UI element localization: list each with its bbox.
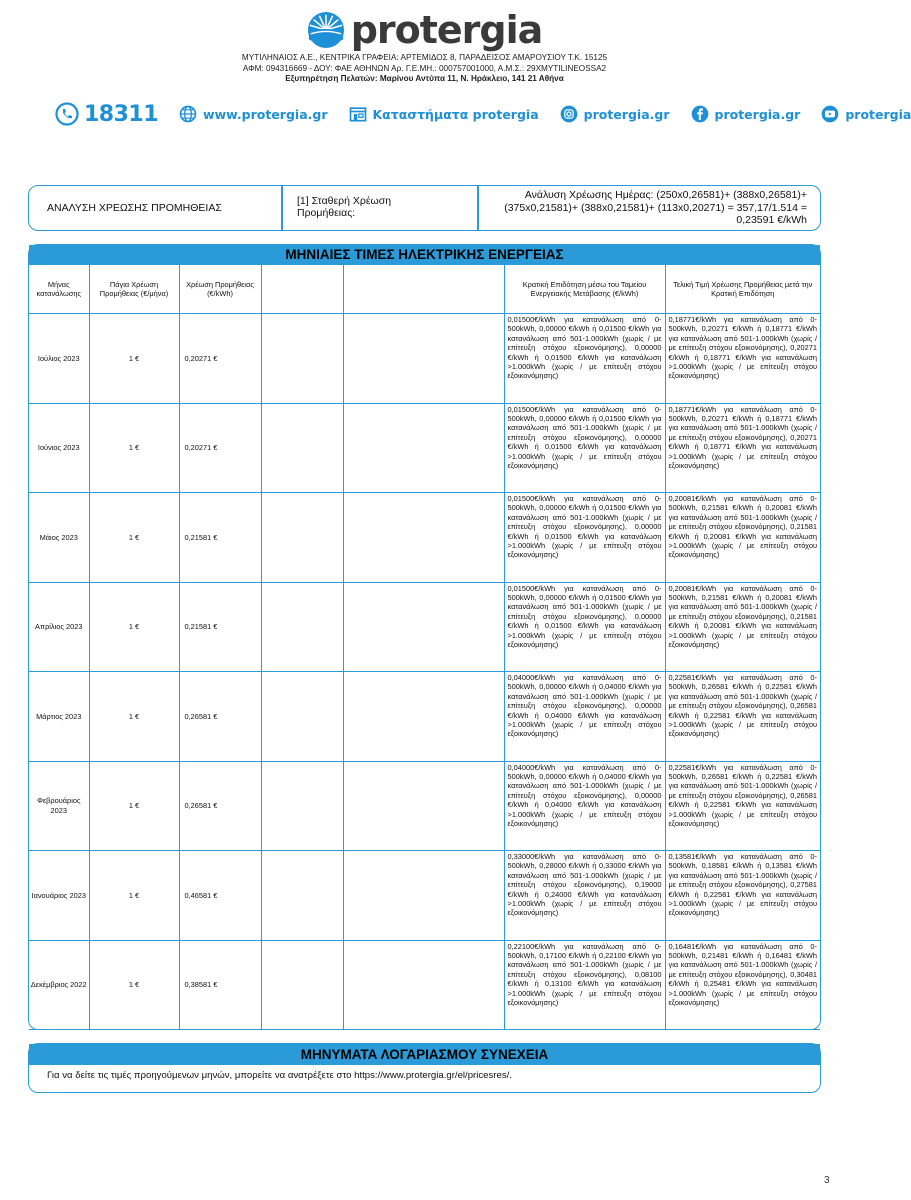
subsidy-cell: 0,01500€/kWh για κατανάλωση από 0-500kWh, 0,00000 €/kWh ή 0,01500 €/kWh για κατανάλωση από 501-1.000kWh (χωρίς / με επίτευξη στόχου εξοικονόμησης), 0,00000 €/kWh ή 0,01500 €/kWh για κατανάλωση >1.000kWh (χωρίς / με επίτευξη στόχου εξοικονόμησης) xyxy=(504,403,665,493)
month-cell: Ιανουάριος 2023 xyxy=(29,851,89,941)
empty-cell xyxy=(343,761,504,851)
final-price-cell: 0,22581€/kWh για κατανάλωση από 0-500kWh, 0,26581 €/kWh ή 0,22581 €/kWh για κατανάλωση από 501-1.000kWh (χωρίς / με επίτευξη στόχου εξοικονόμησης), 0,26581 €/kWh ή 0,22581 €/kWh για κατανάλωση >1.000kWh (χωρίς / με επίτευξη στόχου εξοικονόμησης) xyxy=(665,761,820,851)
subsidy-cell: 0,01500€/kWh για κατανάλωση από 0-500kWh, 0,00000 €/kWh ή 0,01500 €/kWh για κατανάλωση από 501-1.000kWh (χωρίς / με επίτευξη στόχου εξοικονόμησης), 0,00000 €/kWh ή 0,01500 €/kWh για κατανάλωση >1.000kWh (χωρίς / με επίτευξη στόχου εξοικονόμησης) xyxy=(504,314,665,404)
empty-cell xyxy=(261,314,343,404)
supply-charge-cell: 0,21581 € xyxy=(179,493,261,583)
subsidy-cell: 0,04000€/kWh για κατανάλωση από 0-500kWh, 0,00000 €/kWh ή 0,04000 €/kWh για κατανάλωση από 501-1.000kWh (χωρίς / με επίτευξη στόχου εξοικονόμησης), 0,00000 €/kWh ή 0,04000 €/kWh για κατανάλωση >1.000kWh (χωρίς / με επίτευξη στόχου εξοικονόμησης) xyxy=(504,761,665,851)
company-info xyxy=(0,53,849,85)
empty-cell xyxy=(261,403,343,493)
facebook-icon xyxy=(690,104,710,124)
phone-number: 18311 xyxy=(84,101,159,127)
fixed-charge-label: [1] Σταθερή Χρέωση Προμήθειας: xyxy=(297,195,392,219)
final-price-cell: 0,13581€/kWh για κατανάλωση από 0-500kWh, 0,18581 €/kWh ή 0,13581 €/kWh για κατανάλωση από 501-1.000kWh (χωρίς / με επίτευξη στόχου εξοικονόμησης), 0,27581 €/kWh ή 0,22581 €/kWh για κατανάλωση >1.000kWh (χωρίς / με επίτευξη στόχου εξοικονόμησης) xyxy=(665,851,820,941)
final-price-cell: 0,18771€/kWh για κατανάλωση από 0-500kWh, 0,20271 €/kWh ή 0,18771 €/kWh για κατανάλωση από 501-1.000kWh (χωρίς / με επίτευξη στόχου εξοικονόμησης), 0,20271 €/kWh ή 0,18771 €/kWh για κατανάλωση >1.000kWh (χωρίς / με επίτευξη στόχου εξοικονόμησης) xyxy=(665,403,820,493)
table-row xyxy=(29,672,820,762)
table-row xyxy=(29,851,820,941)
empty-cell xyxy=(261,672,343,762)
globe-icon xyxy=(178,104,198,124)
header-empty xyxy=(343,265,504,314)
table-row xyxy=(29,403,820,493)
fixed-fee-cell: 1 € xyxy=(89,851,179,941)
table-row xyxy=(29,314,820,404)
store-icon xyxy=(348,104,368,124)
header-supply-charge: Χρέωση Προμήθειας (€/kWh) xyxy=(179,265,261,314)
page-number: 3 xyxy=(824,1175,830,1186)
subsidy-cell: 0,33000€/kWh για κατανάλωση από 0-500kWh, 0,28000 €/kWh ή 0,33000 €/kWh για κατανάλωση από 501-1.000kWh (χωρίς / με επίτευξη στόχου εξοικονόμησης), 0,19000 €/kWh ή 0,24000 €/kWh για κατανάλωση >1.000kWh (χωρίς / με επίτευξη στόχου εξοικονόμησης) xyxy=(504,851,665,941)
empty-cell xyxy=(343,851,504,941)
phone-icon xyxy=(55,102,79,126)
month-cell: Απρίλιος 2023 xyxy=(29,582,89,672)
empty-cell xyxy=(343,493,504,583)
month-cell: Δεκέμβριος 2022 xyxy=(29,940,89,1030)
table-row xyxy=(29,761,820,851)
phone-contact[interactable] xyxy=(55,102,158,127)
subsidy-cell: 0,04000€/kWh για κατανάλωση από 0-500kWh, 0,00000 €/kWh ή 0,04000 €/kWh για κατανάλωση από 501-1.000kWh (χωρίς / με επίτευξη στόχου εξοικονόμησης), 0,00000 €/kWh ή 0,04000 €/kWh για κατανάλωση >1.000kWh (χωρίς / με επίτευξη στόχου εξοικονόμησης) xyxy=(504,672,665,762)
instagram-link[interactable]: protergia.gr xyxy=(583,106,670,122)
website-contact[interactable] xyxy=(178,104,327,124)
empty-cell xyxy=(261,851,343,941)
empty-cell xyxy=(343,940,504,1030)
empty-cell xyxy=(343,672,504,762)
header-subsidy: Κρατική Επιδότηση μέσω του Ταμείου Ενεργειακής Μετάβασης (€/kWh) xyxy=(504,265,665,314)
header-final-price: Τελική Τιμή Χρέωσης Προμήθειας μετά την Κρατική Επιδότηση xyxy=(665,265,820,314)
fixed-fee-cell: 1 € xyxy=(89,940,179,1030)
fixed-fee-cell: 1 € xyxy=(89,761,179,851)
empty-cell xyxy=(343,314,504,404)
brand-logo xyxy=(0,8,849,52)
month-cell: Ιούνιος 2023 xyxy=(29,403,89,493)
subsidy-cell: 0,01500€/kWh για κατανάλωση από 0-500kWh, 0,00000 €/kWh ή 0,01500 €/kWh για κατανάλωση από 501-1.000kWh (χωρίς / με επίτευξη στόχου εξοικονόμησης), 0,00000 €/kWh ή 0,01500 €/kWh για κατανάλωση >1.000kWh (χωρίς / με επίτευξη στόχου εξοικονόμησης) xyxy=(504,582,665,672)
fixed-fee-cell: 1 € xyxy=(89,314,179,404)
summary-label: ΑΝΑΛΥΣΗ ΧΡΕΩΣΗΣ ΠΡΟΜΗΘΕΙΑΣ xyxy=(47,202,222,214)
supply-charge-cell: 0,20271 € xyxy=(179,403,261,493)
supply-charge-cell: 0,26581 € xyxy=(179,672,261,762)
subsidy-cell: 0,01500€/kWh για κατανάλωση από 0-500kWh, 0,00000 €/kWh ή 0,01500 €/kWh για κατανάλωση από 501-1.000kWh (χωρίς / με επίτευξη στόχου εξοικονόμησης), 0,00000 €/kWh ή 0,01500 €/kWh για κατανάλωση >1.000kWh (χωρίς / με επίτευξη στόχου εξοικονόμησης) xyxy=(504,493,665,583)
instagram-icon xyxy=(559,104,579,124)
company-line-3: Εξυπηρέτηση Πελατών: Μαρίνου Αντύπα 11, Ν. Ηράκλειο, 141 21 Αθήνα xyxy=(285,74,564,83)
facebook-contact[interactable] xyxy=(690,104,801,124)
month-cell: Φεβρουάριος 2023 xyxy=(29,761,89,851)
supply-charge-cell: 0,38581 € xyxy=(179,940,261,1030)
account-messages-panel xyxy=(28,1043,821,1093)
brand-name: protergia xyxy=(350,8,543,52)
monthly-prices-panel xyxy=(28,244,821,1030)
table-row xyxy=(29,493,820,583)
month-cell: Μάρτιος 2023 xyxy=(29,672,89,762)
month-cell: Μάιος 2023 xyxy=(29,493,89,583)
table-header-row xyxy=(29,265,820,314)
table-row xyxy=(29,940,820,1030)
supply-charge-cell: 0,46581 € xyxy=(179,851,261,941)
protergia-logo-icon xyxy=(307,11,345,49)
website-link[interactable]: www.protergia.gr xyxy=(203,106,328,122)
stores-link[interactable]: Καταστήματα protergia xyxy=(372,106,539,122)
instagram-contact[interactable] xyxy=(559,104,670,124)
header-fixed-fee: Πάγια Χρέωση Προμήθειας (€/μήνα) xyxy=(89,265,179,314)
empty-cell xyxy=(343,403,504,493)
supply-charge-cell: 0,26581 € xyxy=(179,761,261,851)
divider xyxy=(281,186,283,230)
company-line-1: ΜΥΤΙΛΗΝΑΙΟΣ Α.Ε., ΚΕΝΤΡΙΚΑ ΓΡΑΦΕΙΑ: ΑΡΤΕΜΙΔΟΣ 8, ΠΑΡΑΔΕΙΣΟΣ ΑΜΑΡΟΥΣΙΟΥ Τ.Κ. 15125 xyxy=(241,53,608,62)
fixed-fee-cell: 1 € xyxy=(89,672,179,762)
header-empty xyxy=(261,265,343,314)
stores-contact[interactable] xyxy=(348,104,539,124)
monthly-prices-title: ΜΗΝΙΑΙΕΣ ΤΙΜΕΣ ΗΛΕΚΤΡΙΚΗΣ ΕΝΕΡΓΕΙΑΣ xyxy=(29,245,820,264)
supply-charge-cell: 0,20271 € xyxy=(179,314,261,404)
monthly-prices-table xyxy=(29,264,820,1030)
subsidy-cell: 0,22100€/kWh για κατανάλωση από 0-500kWh, 0,17100 €/kWh ή 0,22100 €/kWh για κατανάλωση από 501-1.000kWh (χωρίς / με επίτευξη στόχου εξοικονόμησης), 0,08100 €/kWh ή 0,13100 €/kWh για κατανάλωση >1.000kWh (χωρίς / με επίτευξη στόχου εξοικονόμησης) xyxy=(504,940,665,1030)
month-cell: Ιούλιος 2023 xyxy=(29,314,89,404)
company-line-2: ΑΦΜ: 094316669 - ΔΟΥ: ΦΑΕ ΑΘΗΝΩΝ Αρ. Γ.Ε.ΜΗ.: 000757001000, Α.Μ.Σ.: 29XMYTILINEOSSA2 xyxy=(242,63,607,73)
account-messages-text: Για να δείτε τις τιμές προηγούμενων μηνών, μπορείτε να ανατρέξετε στο https://www.protergia.gr/el/pricesres/. xyxy=(47,1070,512,1081)
empty-cell xyxy=(261,761,343,851)
fixed-fee-cell: 1 € xyxy=(89,582,179,672)
divider xyxy=(477,186,479,230)
fixed-fee-cell: 1 € xyxy=(89,403,179,493)
youtube-link[interactable]: protergia xyxy=(845,106,911,122)
supply-charge-cell: 0,21581 € xyxy=(179,582,261,672)
youtube-contact[interactable] xyxy=(820,104,911,124)
empty-cell xyxy=(343,582,504,672)
account-messages-title: ΜΗΝΥΜΑΤΑ ΛΟΓΑΡΙΑΣΜΟΥ ΣΥΝΕΧΕΙΑ xyxy=(29,1044,820,1065)
final-price-cell: 0,16481€/kWh για κατανάλωση από 0-500kWh, 0,21481 €/kWh ή 0,16481 €/kWh για κατανάλωση από 501-1.000kWh (χωρίς / με επίτευξη στόχου εξοικονόμησης), 0,30481 €/kWh ή 0,25481 €/kWh για κατανάλωση >1.000kWh (χωρίς / με επίτευξη στόχου εξοικονόμησης) xyxy=(665,940,820,1030)
table-row xyxy=(29,582,820,672)
fixed-fee-cell: 1 € xyxy=(89,493,179,583)
final-price-cell: 0,20081€/kWh για κατανάλωση από 0-500kWh, 0,21581 €/kWh ή 0,20081 €/kWh για κατανάλωση από 501-1.000kWh (χωρίς / με επίτευξη στόχου εξοικονόμησης), 0,21581 €/kWh ή 0,20081 €/kWh για κατανάλωση >1.000kWh (χωρίς / με επίτευξη στόχου εξοικονόμησης) xyxy=(665,582,820,672)
daily-charge-analysis: Ανάλυση Χρέωσης Ημέρας: (250x0,26581)+ (388x0,26581)+ (375x0,21581)+ (388x0,21581)+ (113x0,20271) = 357,17/1.514 = 0,23591 €/kWh xyxy=(504,189,807,226)
empty-cell xyxy=(261,582,343,672)
final-price-cell: 0,20081€/kWh για κατανάλωση από 0-500kWh, 0,21581 €/kWh ή 0,20081 €/kWh για κατανάλωση από 501-1.000kWh (χωρίς / με επίτευξη στόχου εξοικονόμησης), 0,21581 €/kWh ή 0,20081 €/kWh για κατανάλωση >1.000kWh (χωρίς / με επίτευξη στόχου εξοικονόμησης) xyxy=(665,493,820,583)
contact-bar xyxy=(55,100,911,128)
header-month: Μήνας κατανάλωσης xyxy=(29,265,89,314)
final-price-cell: 0,22581€/kWh για κατανάλωση από 0-500kWh, 0,26581 €/kWh ή 0,22581 €/kWh για κατανάλωση από 501-1.000kWh (χωρίς / με επίτευξη στόχου εξοικονόμησης), 0,26581 €/kWh ή 0,22581 €/kWh για κατανάλωση >1.000kWh (χωρίς / με επίτευξη στόχου εξοικονόμησης) xyxy=(665,672,820,762)
supply-charge-summary xyxy=(28,185,821,231)
empty-cell xyxy=(261,940,343,1030)
final-price-cell: 0,18771€/kWh για κατανάλωση από 0-500kWh, 0,20271 €/kWh ή 0,18771 €/kWh για κατανάλωση από 501-1.000kWh (χωρίς / με επίτευξη στόχου εξοικονόμησης), 0,20271 €/kWh ή 0,18771 €/kWh για κατανάλωση >1.000kWh (χωρίς / με επίτευξη στόχου εξοικονόμησης) xyxy=(665,314,820,404)
facebook-link[interactable]: protergia.gr xyxy=(714,106,801,122)
empty-cell xyxy=(261,493,343,583)
youtube-icon xyxy=(820,104,840,124)
